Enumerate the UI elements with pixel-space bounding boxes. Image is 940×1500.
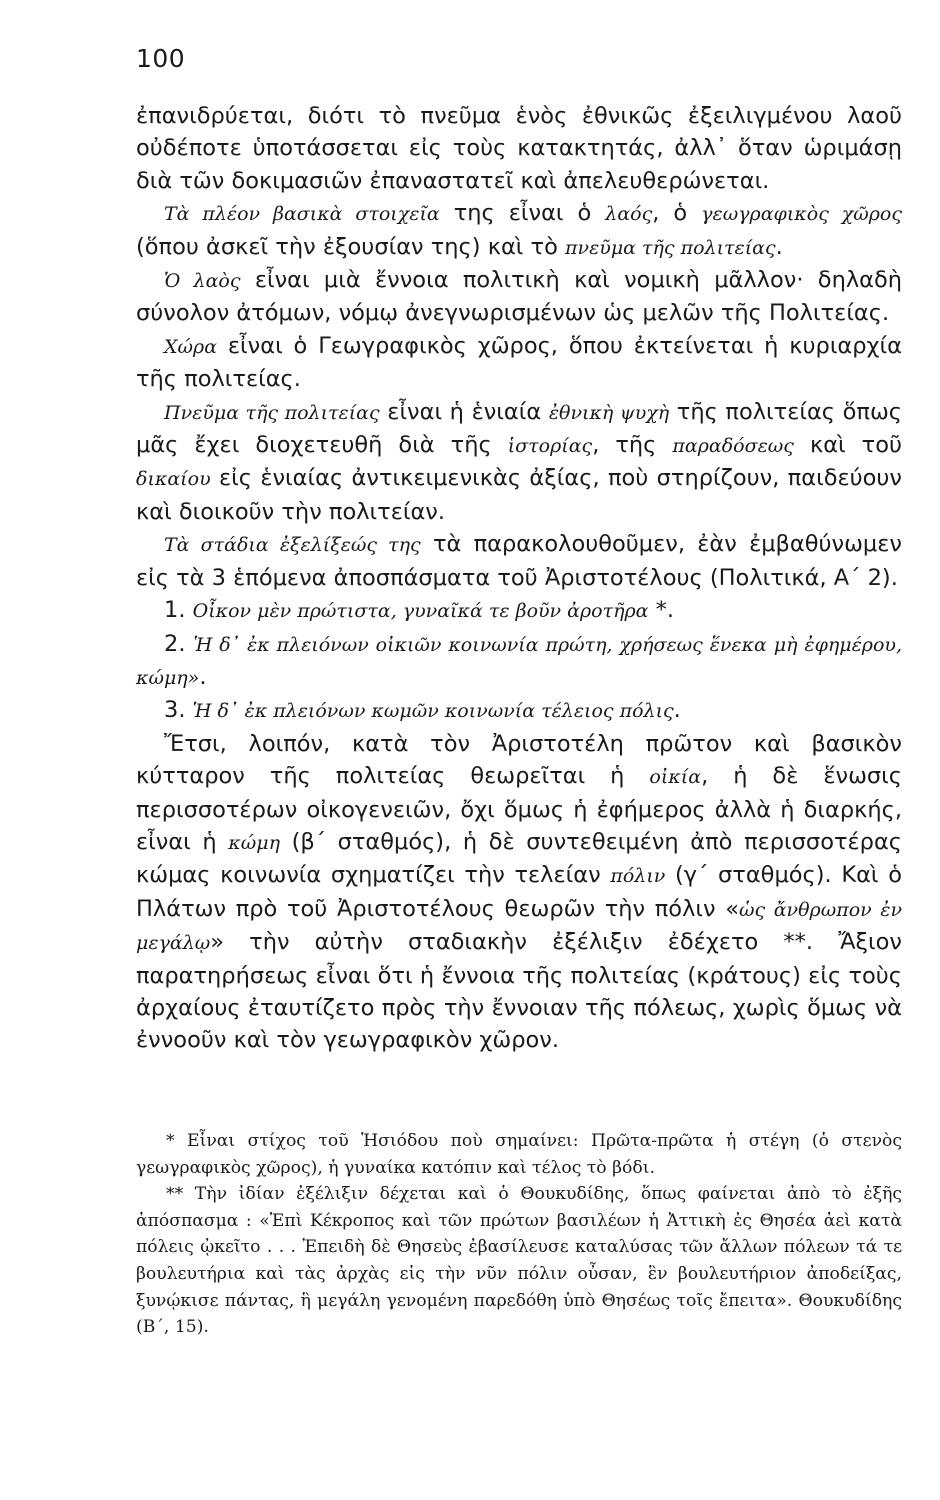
footnote-hesiod: * Εἶναι στίχος τοῦ Ἡσιόδου ποὺ σημαίνει: Πρῶτα-πρῶτα ἡ στέγη (ὁ στενὸς γεωγραφικὸς χῶρος), ἡ γυναίκα κατόπιν καὶ τέλος τὸ βόδι. bbox=[136, 1131, 902, 1178]
text-run: εἶναι μιὰ ἔννοια πολιτικὴ καὶ νομικὴ μᾶλλον· δηλαδὴ σύνολον ἀτόμων, νόμῳ ἀνεγνωρισμένων ὡς μελῶν τῆς Πολιτείας. bbox=[136, 267, 902, 327]
quote-3 bbox=[136, 694, 902, 727]
italic-phrase: οἰκία bbox=[649, 766, 702, 789]
italic-phrase: Οἶκον μὲν πρώτιστα, γυναῖκά τε βοῦν ἀροτῆρα bbox=[192, 600, 649, 623]
text-run: εἰς ἑνιαίας ἀντικειμενικὰς ἀξίας, ποὺ στηρίζουν, παιδεύουν καὶ διοικοῦν τὴν πολιτείαν. bbox=[136, 465, 902, 525]
paragraph-country bbox=[136, 330, 902, 396]
text-run: Ἔτσι, λοιπόν, κατὰ τὸν Ἀριστοτέλη πρῶτον καὶ βασικὸν κύτταρον τῆς πολιτείας θεωρεῖται ἡ bbox=[136, 730, 902, 790]
text-run: (γ΄ σταθμός). Καὶ ὁ Πλάτων πρὸ τοῦ Ἀριστοτέλους θεωρῶν τὴν πόλιν « bbox=[136, 862, 902, 922]
text-run: τὰ παρακολουθοῦμεν, ἐὰν ἐμβαθύνωμεν εἰς τὰ 3 ἑπόμενα ἀποσπάσματα τοῦ Ἀριστοτέλους (Πολιτικά, Α΄ 2). bbox=[136, 531, 902, 591]
paragraph-intro bbox=[136, 100, 902, 197]
main-text bbox=[136, 100, 902, 1057]
italic-phrase: Τὰ πλέον βασικὰ στοιχεῖα bbox=[164, 203, 440, 226]
text-run: εἶναι ἡ ἑνιαία bbox=[379, 398, 549, 425]
paragraph-stages bbox=[136, 528, 902, 594]
text-run: , ἡ δὲ ἕνωσις περισσοτέρων οἰκογενειῶν, ὄχι ὅμως ἡ ἐφήμερος ἀλλὰ ἡ διαρκής, εἶναι ἡ bbox=[136, 763, 902, 855]
italic-phrase: Ὁ λαὸς bbox=[164, 270, 241, 293]
text-run: , ὁ bbox=[652, 200, 702, 227]
text-run: (ὅπου ἀσκεῖ τὴν ἐξουσίαν της) καὶ τὸ bbox=[136, 233, 566, 260]
italic-phrase: πνεῦμα τῆς πολιτείας bbox=[565, 236, 776, 259]
text-run: (β΄ σταθμός), ἡ δὲ συντεθειμένη ἀπὸ περισσοτέρας κώμας κοινωνία σχηματίζει τὴν τελείαν bbox=[136, 828, 902, 889]
quote-2 bbox=[136, 628, 902, 695]
footnotes bbox=[136, 1128, 902, 1341]
italic-phrase: Πνεῦμα τῆς πολιτείας bbox=[164, 401, 380, 424]
text-run: . bbox=[775, 233, 783, 260]
italic-phrase: Τὰ στάδια ἐξελίξεώς της bbox=[164, 534, 421, 557]
italic-phrase: ὡς ἄνθρωπον ἐν μεγάλῳ bbox=[136, 898, 902, 955]
text-run: 1. bbox=[164, 597, 193, 624]
italic-phrase: Χώρα bbox=[164, 335, 218, 358]
italic-phrase: πόλιν bbox=[610, 865, 666, 888]
text-run: ἐπανιδρύεται, διότι τὸ πνεῦμα ἑνὸς ἐθνικῶς ἐξειλιγμένου λαοῦ οὐδέποτε ὑποτάσσεται εἰς τοὺς κατακτητάς, ἀλλ᾽ ὅταν ὡριμάσῃ διὰ τῶν δοκιμασιῶν ἐπαναστατεῖ καὶ ἀπελευθερώνεται. bbox=[136, 103, 902, 194]
text-run: . bbox=[199, 663, 207, 690]
text-run: εἶναι ὁ Γεωγραφικὸς χῶρος, ὅπου ἐκτείνεται ἡ κυριαρχία τῆς πολιτείας. bbox=[136, 332, 902, 393]
italic-phrase: Ἡ δ᾽ ἐκ πλειόνων οἰκιῶν κοινωνία πρώτη, χρήσεως ἕνεκα μὴ ἐφημέρου, κώμη» bbox=[136, 633, 903, 689]
italic-phrase: γεωγραφικὸς χῶρος bbox=[701, 203, 902, 226]
paragraph-basic-elements bbox=[136, 197, 902, 264]
text-run: » τὴν αὐτὴν σταδιακὴν ἐξέλιξιν ἐδέχετο **. Ἄξιον παρατηρήσεως εἶναι ὅτι ἡ ἔννοια τῆς πολιτείας (κράτους) εἰς τοὺς ἀρχαίους ἐταυτίζετο πρὸς τὴν ἔννοιαν τῆς πόλεως, χωρὶς ὅμως νὰ ἐννοοῦν καὶ τὸν γεωγραφικὸν χῶρον. bbox=[136, 929, 902, 1054]
text-run: , τῆς bbox=[592, 432, 673, 459]
paragraph-people bbox=[136, 264, 902, 330]
paragraph-aristotle bbox=[136, 728, 902, 1057]
italic-phrase: ἱστορίας bbox=[507, 435, 593, 458]
italic-phrase: παραδόσεως bbox=[672, 435, 794, 458]
text-run: *. bbox=[648, 597, 675, 624]
italic-phrase: λαός bbox=[605, 203, 653, 226]
text-run: 2. bbox=[164, 630, 194, 657]
italic-phrase: ἐθνικὴ ψυχὴ bbox=[548, 401, 670, 424]
text-run: . bbox=[673, 697, 681, 724]
page-number: 100 bbox=[136, 44, 186, 73]
text-run: της εἶναι ὁ bbox=[439, 200, 606, 227]
quote-1 bbox=[136, 594, 902, 627]
italic-phrase: κώμη bbox=[228, 831, 280, 854]
italic-phrase: δικαίου bbox=[136, 468, 211, 491]
text-run: τῆς πολιτείας ὅπως μᾶς ἔχει διοχετευθῆ διὰ τῆς bbox=[136, 398, 902, 459]
text-run: 3. bbox=[164, 697, 193, 724]
italic-phrase: Ἡ δ᾽ ἐκ πλειόνων κωμῶν κοινωνία τέλειος πόλις bbox=[192, 700, 674, 723]
paragraph-spirit bbox=[136, 396, 902, 529]
footnote-thucydides: ** Τὴν ἰδίαν ἐξέλιξιν δέχεται καὶ ὁ Θουκυδίδης, ὅπως φαίνεται ἀπὸ τὸ ἐξῆς ἀπόσπασμα : «Ἐπὶ Κέκροπος καὶ τῶν πρώτων βασιλέων ἡ Ἀττικὴ ἐς Θησέα ἀεὶ κατὰ πόλεις ᾠκεῖτο . . . Ἐπειδὴ δὲ Θησεὺς ἐβασίλευσε καταλύσας τῶν ἄλλων πόλεων τά τε βουλευτήρια καὶ τὰς ἀρχὰς εἰς τὴν νῦν πόλιν οὖσαν, ἓν βουλευτήριον ἀποδείξας, ξυνῴκισε πάντας, ἣ μεγάλη γενομένη παρεδόθη ὑπὸ Θησέως τοῖς ἔπειτα». Θουκυδίδης (Β΄, 15). bbox=[136, 1184, 902, 1338]
text-run: καὶ τοῦ bbox=[793, 432, 903, 459]
